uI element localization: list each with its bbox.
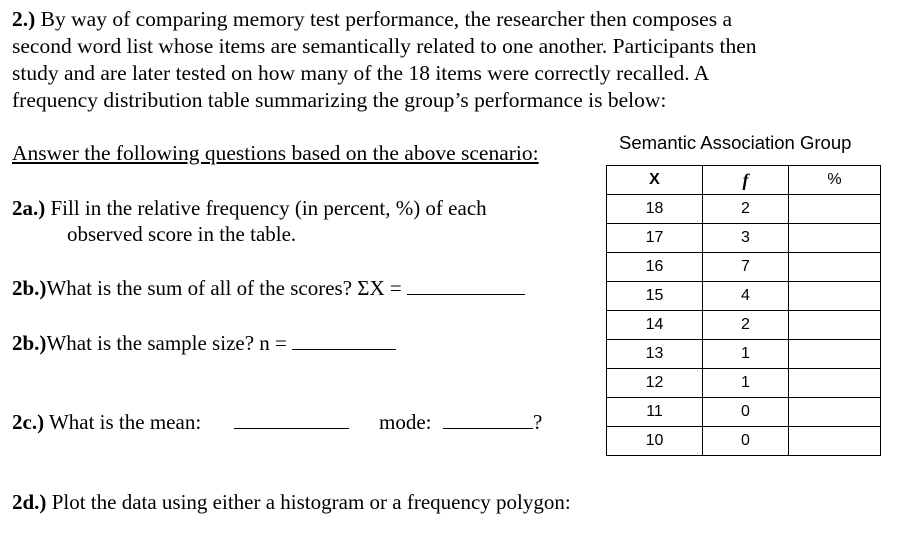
cell-f: 7 (703, 253, 789, 282)
cell-f: 0 (703, 427, 789, 456)
cell-x: 16 (607, 253, 703, 282)
mode-label: mode: (379, 410, 432, 434)
cell-x: 12 (607, 369, 703, 398)
header-percent: % (789, 166, 881, 195)
header-x: X (607, 166, 703, 195)
mode-answer-blank[interactable] (443, 410, 542, 435)
table-row (607, 282, 881, 311)
frequency-table (606, 165, 881, 456)
cell-f: 2 (703, 195, 789, 224)
cell-percent[interactable] (789, 427, 881, 456)
table-caption: Semantic Association Group (619, 132, 852, 153)
table-row (607, 369, 881, 398)
cell-x: 18 (607, 195, 703, 224)
cell-percent[interactable] (789, 224, 881, 253)
question-2b-sample-size (12, 331, 396, 356)
question-2b-text: What is the sum of all of the scores? ΣX = (46, 276, 402, 300)
table-row (607, 253, 881, 282)
table-row (607, 340, 881, 369)
question-2c-label: 2c.) (12, 410, 45, 434)
sample-size-answer-blank[interactable] (292, 331, 396, 350)
cell-percent[interactable] (789, 369, 881, 398)
cell-x: 10 (607, 427, 703, 456)
table-header-row (607, 166, 881, 195)
cell-percent[interactable] (789, 253, 881, 282)
question-2b-label: 2b.) (12, 331, 47, 355)
cell-f: 0 (703, 398, 789, 427)
table-row (607, 224, 881, 253)
cell-f: 1 (703, 340, 789, 369)
table-row (607, 311, 881, 340)
question-2d-text: Plot the data using either a histogram or a frequency polygon: (51, 490, 571, 514)
scenario-line-2: second word list whose items are semantically related to one another. Participants then (12, 34, 757, 58)
cell-x: 14 (607, 311, 703, 340)
cell-percent[interactable] (789, 311, 881, 340)
header-f: f (703, 166, 789, 195)
cell-percent[interactable] (789, 195, 881, 224)
question-2d-label: 2d.) (12, 490, 47, 514)
question-2b-sum (12, 276, 525, 301)
cell-f: 1 (703, 369, 789, 398)
cell-x: 13 (607, 340, 703, 369)
question-number: 2.) (12, 7, 36, 31)
mode-question-mark: ? (533, 410, 543, 434)
cell-f: 2 (703, 311, 789, 340)
table-row (607, 427, 881, 456)
question-2a (12, 196, 487, 221)
sum-answer-blank[interactable] (407, 276, 525, 295)
table-row (607, 398, 881, 427)
question-2b-sample-text: What is the sample size? n = (46, 331, 287, 355)
mean-answer-blank[interactable] (234, 410, 349, 435)
scenario-line-3: study and are later tested on how many of the 18 items were correctly recalled. A (12, 61, 710, 85)
cell-percent[interactable] (789, 340, 881, 369)
cell-percent[interactable] (789, 398, 881, 427)
question-2c (12, 410, 201, 435)
cell-percent[interactable] (789, 282, 881, 311)
question-2a-continued: observed score in the table. (67, 222, 297, 246)
table-row (607, 195, 881, 224)
question-2b-label: 2b.) (12, 276, 47, 300)
cell-f: 3 (703, 224, 789, 253)
scenario-line-1: 2.) By way of comparing memory test performance, the researcher then composes a (12, 7, 732, 31)
question-2a-text: Fill in the relative frequency (in percent, %) of each (50, 196, 487, 220)
cell-f: 4 (703, 282, 789, 311)
cell-x: 17 (607, 224, 703, 253)
question-2d (12, 490, 571, 515)
cell-x: 15 (607, 282, 703, 311)
cell-x: 11 (607, 398, 703, 427)
scenario-paragraph (12, 6, 892, 114)
question-2c-text: What is the mean: (48, 410, 202, 434)
question-2a-label: 2a.) (12, 196, 46, 220)
answer-heading: Answer the following questions based on the above scenario: (12, 141, 539, 165)
scenario-line-4: frequency distribution table summarizing the group’s performance is below: (12, 88, 667, 112)
